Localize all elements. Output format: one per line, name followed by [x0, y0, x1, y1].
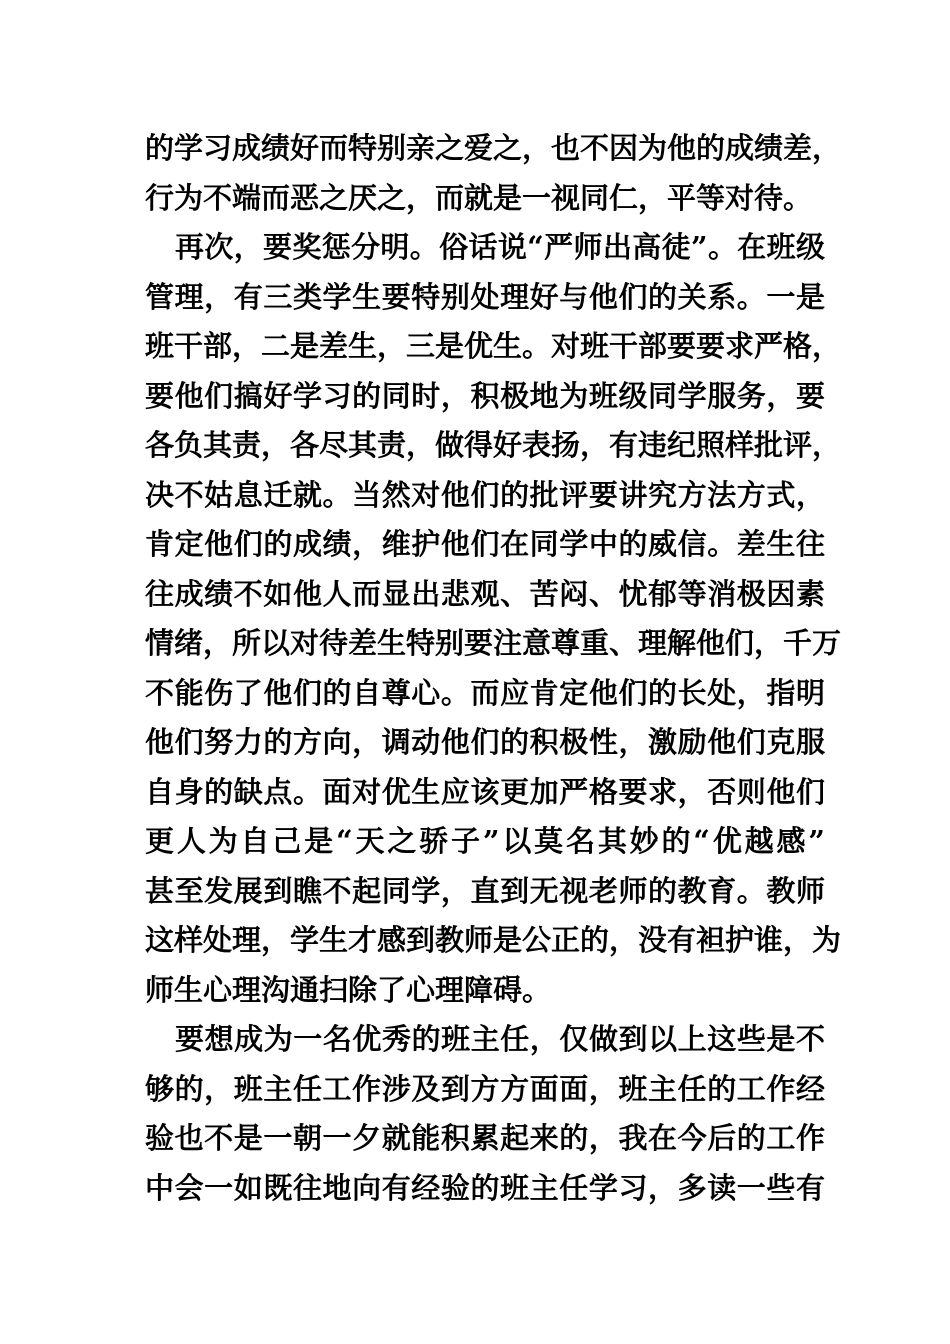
text-line: 再次，要奖惩分明。俗话说“严师出高徒”。在班级	[175, 230, 825, 264]
text-line: 的学习成绩好而特别亲之爱之，也不因为他的成绩差，	[145, 131, 842, 165]
text-line: 肯定他们的成绩，维护他们在同学中的威信。差生往	[145, 527, 825, 561]
text-line: 够的，班主任工作涉及到方方面面，班主任的工作经	[145, 1071, 825, 1106]
text-line: 自身的缺点。面对优生应该更加严格要求，否则他们	[145, 774, 825, 809]
text-line: 往成绩不如他人而显出悲观、苦闷、忧郁等消极因素	[145, 576, 825, 611]
text-line: 情绪，所以对待差生特别要注意尊重、理解他们，千万	[145, 626, 842, 660]
text-line: 班干部，二是差生，三是优生。对班干部要要求严格，	[145, 329, 842, 363]
text-line: 中会一如既往地向有经验的班主任学习，多读一些有	[145, 1170, 825, 1205]
body-text	[145, 124, 842, 1213]
text-line: 甚至发展到瞧不起同学，直到无视老师的教育。教师	[145, 873, 825, 908]
text-line: 师生心理沟通扫除了心理障碍。	[145, 972, 552, 1007]
text-line: 更人为自己是“天之骄子”以莫名其妙的“优越感”	[145, 824, 825, 858]
text-line: 决不姑息迁就。当然对他们的批评要讲究方法方式，	[145, 477, 825, 512]
text-line: 要他们搞好学习的同时，积极地为班级同学服务，要	[145, 378, 825, 413]
text-line: 这样处理，学生才感到教师是公正的，没有袒护谁，为	[145, 923, 842, 957]
text-line: 要想成为一名优秀的班主任，仅做到以上这些是不	[175, 1022, 825, 1056]
text-line: 验也不是一朝一夕就能积累起来的，我在今后的工作	[145, 1121, 825, 1155]
text-line: 管理，有三类学生要特别处理好与他们的关系。一是	[145, 279, 825, 314]
text-line: 不能伤了他们的自尊心。而应肯定他们的长处，指明	[145, 675, 825, 710]
text-line: 行为不端而恶之厌之，而就是一视同仁，平等对待。	[145, 180, 813, 215]
text-line: 各负其责，各尽其责，做得好表扬，有违纪照样批评，	[145, 428, 842, 462]
text-line: 他们努力的方向，调动他们的积极性，激励他们克服	[145, 725, 825, 759]
